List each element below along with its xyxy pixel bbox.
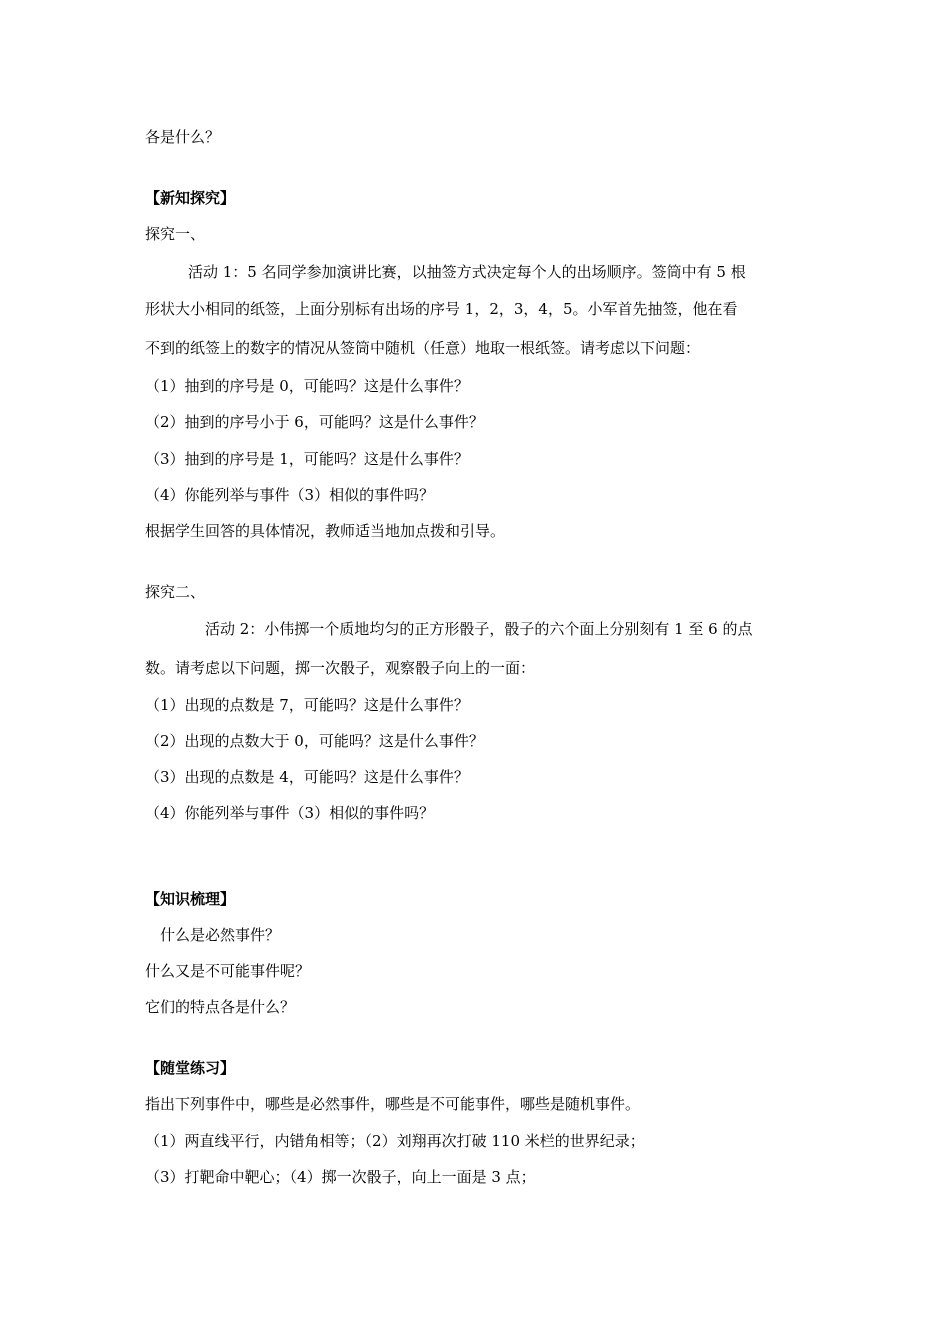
intro-tail-question: 各是什么？ (145, 128, 221, 146)
practice-items-2: （3）打靶命中靶心；（4）掷一次骰子，向上一面是 3 点； (145, 1168, 536, 1186)
practice-instruction: 指出下列事件中，哪些是必然事件，哪些是不可能事件，哪些是随机事件。 (145, 1095, 641, 1113)
activity1-question-4: （4）你能列举与事件（3）相似的事件吗？ (145, 486, 435, 504)
activity1-question-2: （2）抽到的序号小于 6，可能吗？这是什么事件？ (145, 413, 484, 431)
activity2-question-2: （2）出现的点数大于 0，可能吗？这是什么事件？ (145, 732, 484, 750)
activity2-question-4: （4）你能列举与事件（3）相似的事件吗？ (145, 804, 435, 822)
practice-items-1: （1）两直线平行，内错角相等；（2）刘翔再次打破 110 米栏的世界纪录； (145, 1132, 645, 1150)
activity2-line1: 活动 2：小伟掷一个质地均匀的正方形骰子，骰子的六个面上分别刻有 1 至 6 的点 (205, 620, 753, 638)
activity2-line2: 数。请考虑以下问题，掷一次骰子，观察骰子向上的一面： (145, 659, 536, 677)
heading-knowledge-summary: 【知识梳理】 (145, 890, 236, 908)
activity1-line2: 形状大小相同的纸签，上面分别标有出场的序号 1，2，3，4，5。小军首先抽签，他在看 (145, 300, 738, 318)
explore-one-title: 探究一、 (145, 225, 206, 243)
teacher-note: 根据学生回答的具体情况，教师适当地加点拨和引导。 (145, 522, 506, 540)
summary-line-3: 它们的特点各是什么？ (145, 998, 296, 1016)
heading-practice: 【随堂练习】 (145, 1059, 236, 1077)
activity1-line1: 活动 1：5 名同学参加演讲比赛，以抽签方式决定每个人的出场顺序。签筒中有 5 根 (188, 263, 746, 281)
summary-line-2: 什么又是不可能事件呢？ (145, 962, 311, 980)
heading-new-knowledge: 【新知探究】 (145, 189, 236, 207)
activity1-question-3: （3）抽到的序号是 1，可能吗？这是什么事件？ (145, 450, 469, 468)
activity1-question-1: （1）抽到的序号是 0，可能吗？这是什么事件？ (145, 377, 469, 395)
summary-line-1: 什么是必然事件？ (160, 926, 281, 944)
activity2-question-1: （1）出现的点数是 7，可能吗？这是什么事件？ (145, 696, 469, 714)
explore-two-title: 探究二、 (145, 583, 206, 601)
activity1-line3: 不到的纸签上的数字的情况从签筒中随机（任意）地取一根纸签。请考虑以下问题： (145, 339, 701, 357)
activity2-question-3: （3）出现的点数是 4，可能吗？这是什么事件？ (145, 768, 469, 786)
